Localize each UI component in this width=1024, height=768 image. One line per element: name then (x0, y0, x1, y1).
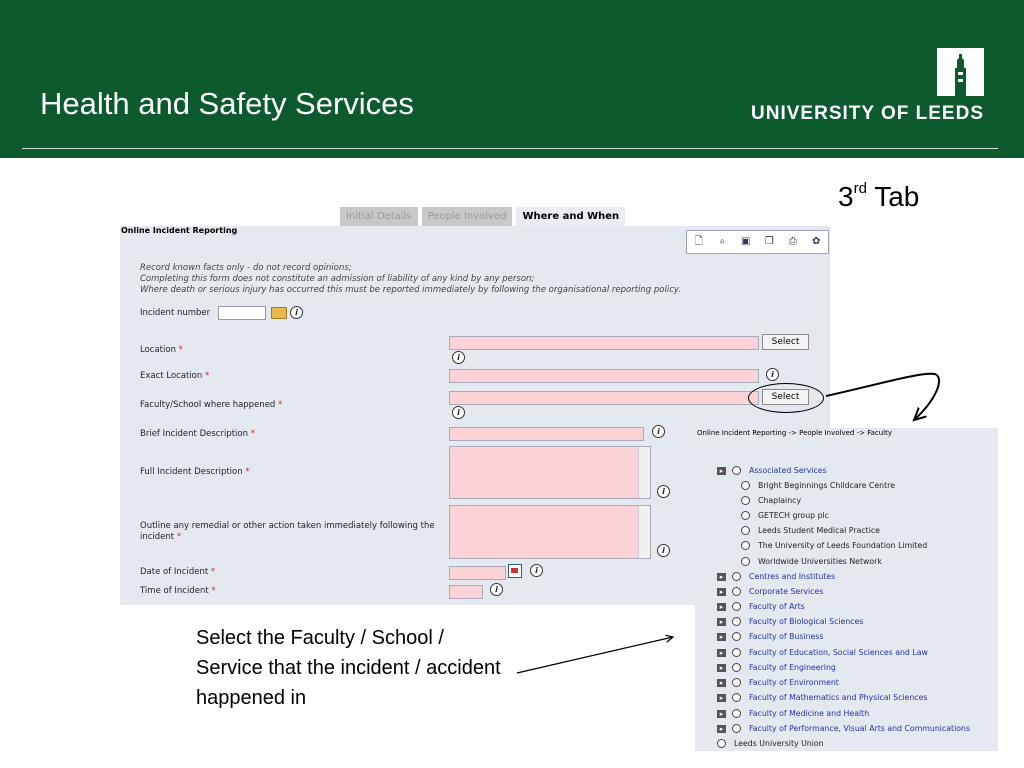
expand-icon[interactable]: ▸ (717, 467, 726, 475)
expand-icon[interactable]: ▸ (717, 633, 726, 641)
faculty-item-label: Leeds Student Medical Practice (758, 526, 880, 535)
expand-icon[interactable]: ▸ (717, 649, 726, 657)
expand-icon[interactable]: ▸ (717, 664, 726, 672)
copy-icon[interactable]: ❐ (764, 236, 774, 247)
tab-people-involved[interactable]: People Involved (422, 207, 513, 226)
info-icon[interactable]: i (490, 583, 503, 596)
location-label-text: Location (140, 345, 176, 355)
info-icon[interactable]: i (290, 306, 303, 319)
faculty-item-label: GETECH group plc (758, 511, 829, 520)
required-marker: * (250, 429, 255, 439)
faculty-item-label: Faculty of Education, Social Sciences and Law (749, 648, 928, 657)
required-marker: * (210, 567, 216, 577)
tab-where-and-when[interactable]: Where and When (516, 207, 625, 226)
expand-icon[interactable]: ▸ (717, 573, 726, 581)
faculty-item-label: Faculty of Performance, Visual Arts and Communications (749, 724, 971, 733)
location-select-button[interactable]: Select (762, 334, 809, 350)
info-icon[interactable]: i (452, 351, 465, 364)
expand-icon[interactable]: ▸ (717, 710, 726, 718)
info-icon[interactable]: i (652, 425, 665, 438)
faculty-item-label: Associated Services (749, 466, 827, 475)
info-icon[interactable]: i (530, 564, 543, 577)
info-icon[interactable]: i (657, 485, 670, 498)
new-document-icon[interactable]: 🗋 (694, 236, 703, 247)
required-marker: * (176, 532, 182, 542)
date-label-text: Date of Incident (140, 567, 209, 577)
expand-icon[interactable]: ▸ (717, 618, 726, 626)
faculty-item-label: Bright Beginnings Childcare Centre (758, 481, 896, 490)
tab-annotation-ordinal: rd (853, 180, 867, 197)
expand-icon[interactable]: ▸ (717, 725, 726, 733)
faculty-item-label: Faculty of Engineering (749, 663, 836, 672)
expand-icon[interactable]: ▸ (717, 679, 726, 687)
faculty-item-label: Faculty of Environment (749, 678, 839, 687)
security-icon[interactable]: ✿ (812, 236, 821, 247)
print-icon[interactable]: ⎙ (788, 236, 797, 247)
tab-initial-details[interactable]: Initial Details (340, 207, 418, 226)
faculty-item-label: The University of Leeds Foundation Limited (758, 541, 928, 550)
required-marker: * (211, 586, 216, 596)
faculty-item-label: Faculty of Arts (749, 602, 805, 611)
time-label-text: Time of Incident (140, 586, 209, 596)
incident-number-label: Incident number (140, 308, 211, 318)
university-name: UNIVERSITY OF LEEDS (751, 103, 984, 124)
expand-icon[interactable]: ▸ (717, 694, 726, 702)
faculty-item-label: Leeds University Union (734, 739, 824, 748)
info-icon[interactable]: i (452, 406, 465, 419)
note-line: Completing this form does not constitute an admission of liability of any kind by any person; (140, 274, 535, 284)
note-line: Record known facts only - do not record opinions; (140, 263, 352, 273)
save-icon[interactable]: ▣ (741, 236, 751, 247)
info-icon[interactable]: i (657, 544, 670, 557)
page-title: Health and Safety Services (40, 86, 414, 121)
form-title: Online Incident Reporting (121, 226, 238, 235)
required-marker: * (278, 400, 283, 410)
instruction-caption: Select the Faculty / School / Service that the incident / accident happened in (196, 627, 501, 709)
faculty-item-label: Faculty of Mathematics and Physical Sciences (749, 693, 928, 702)
required-marker: * (204, 371, 210, 381)
remedial-action-label-text: Outline any remedial or other action taken immediately following the incident (140, 521, 435, 542)
exact-location-label-text: Exact Location (140, 371, 203, 381)
info-icon[interactable]: i (766, 368, 779, 381)
faculty-label-text: Faculty/School where happened (140, 400, 276, 410)
faculty-select-button[interactable]: Select (762, 389, 809, 405)
arrow-caption-to-list (517, 637, 673, 673)
faculty-item-label: Worldwide Universities Network (758, 557, 882, 566)
expand-icon[interactable]: ▸ (717, 603, 726, 611)
faculty-item-label: Corporate Services (749, 587, 824, 596)
faculty-item-label: Faculty of Biological Sciences (749, 617, 864, 626)
tab-annotation-text: Tab (866, 181, 920, 212)
expand-icon[interactable]: ▸ (717, 588, 726, 596)
search-icon[interactable]: ⌕ (719, 236, 726, 247)
required-marker: * (245, 467, 250, 477)
arrow-to-faculty-panel (826, 374, 939, 420)
tab-annotation-number: 3 (838, 181, 854, 212)
faculty-breadcrumb-text: Online Incident Reporting -> People Involved -> Faculty (697, 429, 893, 437)
faculty-item-label: Chaplaincy (758, 496, 802, 505)
full-description-label-text: Full Incident Description (140, 467, 243, 477)
required-marker: * (178, 345, 183, 355)
faculty-item-label: Centres and Institutes (749, 572, 836, 581)
brief-description-label-text: Brief Incident Description (140, 429, 248, 439)
faculty-item-label: Faculty of Business (749, 632, 824, 641)
faculty-item-label: Faculty of Medicine and Health (749, 709, 870, 718)
note-line: Where death or serious injury has occurred this must be reported immediately by following the organisational reporting policy. (140, 285, 681, 295)
